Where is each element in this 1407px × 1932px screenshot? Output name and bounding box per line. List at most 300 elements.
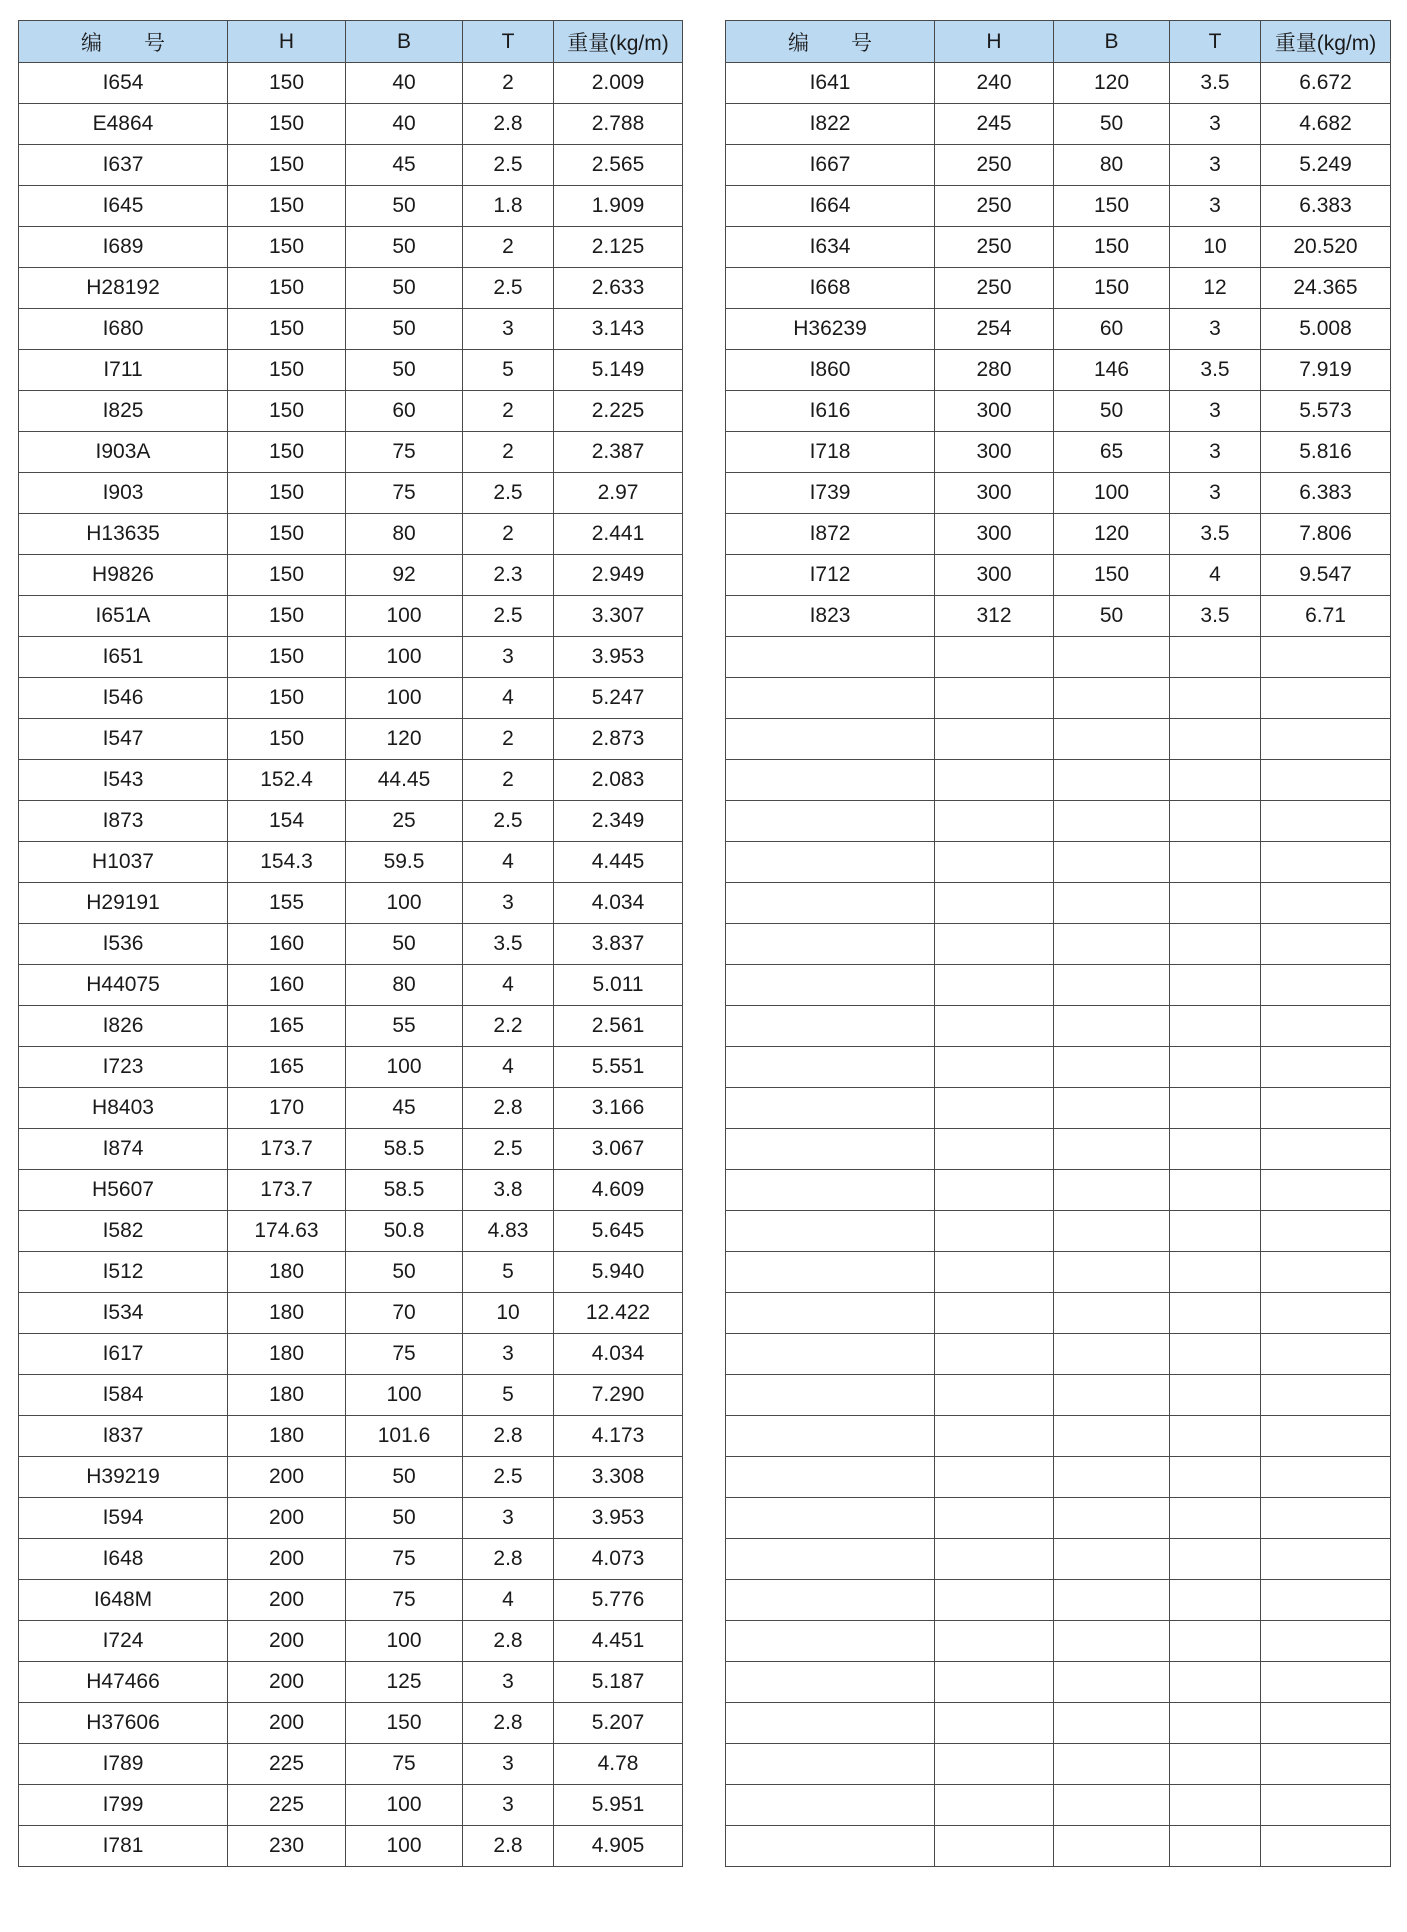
table-row [19, 1129, 683, 1170]
cell-weight: 6.383 [1261, 473, 1391, 514]
cell-h: 150 [228, 104, 346, 145]
cell-t: 5 [463, 350, 554, 391]
cell-code: I826 [19, 1006, 228, 1047]
cell-weight: 3.143 [554, 309, 683, 350]
header-row [726, 21, 1391, 63]
cell-b: 50 [346, 268, 463, 309]
empty-table-row [726, 1457, 1391, 1498]
cell-code: I546 [19, 678, 228, 719]
cell-weight: 9.547 [1261, 555, 1391, 596]
cell-b: 59.5 [346, 842, 463, 883]
table-row [19, 637, 683, 678]
cell-b: 40 [346, 104, 463, 145]
cell-h: 180 [228, 1416, 346, 1457]
table-row [726, 309, 1391, 350]
cell-h: 200 [228, 1539, 346, 1580]
cell-t: 4 [463, 965, 554, 1006]
cell-weight: 5.247 [554, 678, 683, 719]
cell-h [935, 965, 1054, 1006]
cell-weight: 3.067 [554, 1129, 683, 1170]
cell-b [1054, 1211, 1170, 1252]
cell-weight: 7.919 [1261, 350, 1391, 391]
cell-h: 160 [228, 965, 346, 1006]
cell-code: I594 [19, 1498, 228, 1539]
empty-table-row [726, 1088, 1391, 1129]
cell-code: I543 [19, 760, 228, 801]
cell-b [1054, 1006, 1170, 1047]
cell-b [1054, 1703, 1170, 1744]
cell-b: 100 [346, 596, 463, 637]
cell-t [1170, 1088, 1261, 1129]
cell-weight: 5.816 [1261, 432, 1391, 473]
cell-code: I668 [726, 268, 935, 309]
cell-t [1170, 1170, 1261, 1211]
cell-code [726, 883, 935, 924]
cell-weight: 5.551 [554, 1047, 683, 1088]
cell-h: 165 [228, 1006, 346, 1047]
cell-code: I651 [19, 637, 228, 678]
table-row [19, 1416, 683, 1457]
cell-b: 45 [346, 145, 463, 186]
cell-t: 2 [463, 63, 554, 104]
cell-t: 2.8 [463, 104, 554, 145]
cell-code: I664 [726, 186, 935, 227]
table-row [19, 1006, 683, 1047]
cell-code [726, 842, 935, 883]
cell-b: 150 [1054, 186, 1170, 227]
cell-t: 2 [463, 719, 554, 760]
cell-h: 225 [228, 1785, 346, 1826]
cell-h [935, 1539, 1054, 1580]
empty-table-row [726, 965, 1391, 1006]
cell-code: I547 [19, 719, 228, 760]
cell-code [726, 1088, 935, 1129]
cell-weight: 4.451 [554, 1621, 683, 1662]
cell-t: 3 [463, 1498, 554, 1539]
cell-code: I512 [19, 1252, 228, 1293]
cell-t: 2.5 [463, 1129, 554, 1170]
empty-table-row [726, 1047, 1391, 1088]
cell-b: 150 [1054, 268, 1170, 309]
cell-t: 3 [1170, 309, 1261, 350]
cell-weight: 2.349 [554, 801, 683, 842]
cell-weight: 24.365 [1261, 268, 1391, 309]
cell-t [1170, 1744, 1261, 1785]
cell-b: 120 [1054, 514, 1170, 555]
cell-h: 173.7 [228, 1129, 346, 1170]
cell-weight: 2.97 [554, 473, 683, 514]
cell-weight [1261, 965, 1391, 1006]
cell-h: 150 [228, 719, 346, 760]
table-row [19, 1744, 683, 1785]
cell-b: 120 [1054, 63, 1170, 104]
cell-h [935, 801, 1054, 842]
table-row [726, 596, 1391, 637]
cell-b: 50.8 [346, 1211, 463, 1252]
cell-h: 245 [935, 104, 1054, 145]
table-row [19, 1785, 683, 1826]
cell-weight: 5.951 [554, 1785, 683, 1826]
cell-weight: 3.837 [554, 924, 683, 965]
cell-b: 50 [346, 227, 463, 268]
table-row [19, 1211, 683, 1252]
cell-weight: 5.011 [554, 965, 683, 1006]
cell-b [1054, 719, 1170, 760]
cell-code: H36239 [726, 309, 935, 350]
table-row [19, 1375, 683, 1416]
cell-weight [1261, 719, 1391, 760]
cell-t: 3.5 [1170, 514, 1261, 555]
cell-b [1054, 1252, 1170, 1293]
table-row [19, 186, 683, 227]
cell-code: I837 [19, 1416, 228, 1457]
cell-code: H9826 [19, 555, 228, 596]
cell-t: 3.5 [463, 924, 554, 965]
table-row [726, 186, 1391, 227]
empty-table-row [726, 801, 1391, 842]
cell-h [935, 1621, 1054, 1662]
cell-t: 2.5 [463, 473, 554, 514]
cell-weight: 5.149 [554, 350, 683, 391]
cell-weight: 4.905 [554, 1826, 683, 1867]
cell-b [1054, 1129, 1170, 1170]
table-row [726, 104, 1391, 145]
empty-table-row [726, 1662, 1391, 1703]
cell-h: 154.3 [228, 842, 346, 883]
cell-h: 173.7 [228, 1170, 346, 1211]
cell-code [726, 637, 935, 678]
cell-t: 10 [1170, 227, 1261, 268]
cell-t: 2.8 [463, 1416, 554, 1457]
cell-h [935, 678, 1054, 719]
cell-weight [1261, 1539, 1391, 1580]
cell-b: 75 [346, 473, 463, 514]
cell-code [726, 1047, 935, 1088]
cell-h: 300 [935, 432, 1054, 473]
cell-code [726, 1785, 935, 1826]
cell-t: 2 [463, 514, 554, 555]
cell-weight: 3.308 [554, 1457, 683, 1498]
cell-h: 150 [228, 391, 346, 432]
cell-code: I648 [19, 1539, 228, 1580]
cell-b: 50 [1054, 104, 1170, 145]
header-code: 编 号 [19, 21, 228, 63]
cell-b: 65 [1054, 432, 1170, 473]
cell-b: 80 [1054, 145, 1170, 186]
cell-code: I872 [726, 514, 935, 555]
cell-h: 254 [935, 309, 1054, 350]
cell-code [726, 760, 935, 801]
cell-weight: 5.008 [1261, 309, 1391, 350]
cell-weight [1261, 1129, 1391, 1170]
cell-code: H29191 [19, 883, 228, 924]
cell-h: 150 [228, 268, 346, 309]
cell-weight: 3.166 [554, 1088, 683, 1129]
cell-code: H39219 [19, 1457, 228, 1498]
cell-b: 100 [346, 1375, 463, 1416]
cell-t [1170, 842, 1261, 883]
empty-table-row [726, 842, 1391, 883]
cell-weight: 1.909 [554, 186, 683, 227]
table-row [19, 1826, 683, 1867]
cell-t [1170, 719, 1261, 760]
cell-weight [1261, 1457, 1391, 1498]
cell-t: 2.8 [463, 1088, 554, 1129]
table-row [19, 842, 683, 883]
cell-h [935, 1293, 1054, 1334]
cell-h: 150 [228, 227, 346, 268]
cell-code: I584 [19, 1375, 228, 1416]
cell-weight [1261, 1293, 1391, 1334]
cell-code [726, 801, 935, 842]
cell-b: 50 [346, 1498, 463, 1539]
cell-b: 120 [346, 719, 463, 760]
cell-b: 25 [346, 801, 463, 842]
cell-h: 150 [228, 432, 346, 473]
table-row [19, 760, 683, 801]
cell-b: 70 [346, 1293, 463, 1334]
cell-weight: 3.953 [554, 1498, 683, 1539]
cell-code [726, 1621, 935, 1662]
cell-t: 12 [1170, 268, 1261, 309]
cell-code: I903 [19, 473, 228, 514]
cell-b [1054, 1170, 1170, 1211]
table-row [19, 883, 683, 924]
cell-weight: 2.387 [554, 432, 683, 473]
cell-weight [1261, 801, 1391, 842]
table-row [19, 473, 683, 514]
cell-weight: 4.034 [554, 883, 683, 924]
cell-b [1054, 1457, 1170, 1498]
cell-b [1054, 1088, 1170, 1129]
cell-t: 2 [463, 391, 554, 432]
cell-h: 200 [228, 1703, 346, 1744]
cell-code: I617 [19, 1334, 228, 1375]
cell-t: 3.5 [1170, 63, 1261, 104]
cell-code: I711 [19, 350, 228, 391]
cell-weight: 5.573 [1261, 391, 1391, 432]
table-row [19, 1047, 683, 1088]
cell-weight: 5.776 [554, 1580, 683, 1621]
header-h: H [228, 21, 346, 63]
cell-weight [1261, 1088, 1391, 1129]
empty-table-row [726, 1129, 1391, 1170]
cell-b [1054, 1744, 1170, 1785]
cell-weight: 6.672 [1261, 63, 1391, 104]
cell-b [1054, 1416, 1170, 1457]
cell-weight: 5.645 [554, 1211, 683, 1252]
cell-b: 75 [346, 1539, 463, 1580]
cell-weight [1261, 1416, 1391, 1457]
empty-table-row [726, 1621, 1391, 1662]
cell-b: 146 [1054, 350, 1170, 391]
cell-h: 150 [228, 63, 346, 104]
cell-weight: 5.207 [554, 1703, 683, 1744]
cell-h [935, 842, 1054, 883]
cell-t: 1.8 [463, 186, 554, 227]
cell-weight: 2.441 [554, 514, 683, 555]
cell-code: I648M [19, 1580, 228, 1621]
cell-h [935, 1252, 1054, 1293]
cell-b [1054, 924, 1170, 965]
cell-weight: 2.561 [554, 1006, 683, 1047]
cell-t [1170, 924, 1261, 965]
cell-weight: 5.940 [554, 1252, 683, 1293]
cell-t: 2.8 [463, 1621, 554, 1662]
cell-b [1054, 678, 1170, 719]
cell-h: 300 [935, 391, 1054, 432]
cell-h [935, 1047, 1054, 1088]
cell-h [935, 1129, 1054, 1170]
cell-b: 75 [346, 432, 463, 473]
cell-t: 3.8 [463, 1170, 554, 1211]
cell-code [726, 1170, 935, 1211]
table-row [19, 1703, 683, 1744]
cell-b: 100 [1054, 473, 1170, 514]
cell-weight [1261, 1170, 1391, 1211]
cell-weight [1261, 1662, 1391, 1703]
cell-code [726, 1416, 935, 1457]
cell-code [726, 1744, 935, 1785]
table-row [19, 391, 683, 432]
cell-code: I739 [726, 473, 935, 514]
cell-h: 200 [228, 1498, 346, 1539]
cell-h [935, 1334, 1054, 1375]
cell-code: I536 [19, 924, 228, 965]
cell-h [935, 1006, 1054, 1047]
cell-weight [1261, 1334, 1391, 1375]
cell-t [1170, 1498, 1261, 1539]
cell-t: 3 [463, 1334, 554, 1375]
cell-code: I654 [19, 63, 228, 104]
cell-t [1170, 1539, 1261, 1580]
cell-h [935, 1744, 1054, 1785]
cell-code: I616 [726, 391, 935, 432]
cell-code: E4864 [19, 104, 228, 145]
cell-h [935, 1375, 1054, 1416]
cell-weight: 2.949 [554, 555, 683, 596]
cell-code [726, 1826, 935, 1867]
cell-b: 150 [346, 1703, 463, 1744]
cell-b: 100 [346, 678, 463, 719]
cell-weight [1261, 1785, 1391, 1826]
cell-h: 200 [228, 1662, 346, 1703]
table-row [726, 268, 1391, 309]
cell-h: 200 [228, 1621, 346, 1662]
cell-t: 2.5 [463, 268, 554, 309]
cell-weight: 6.71 [1261, 596, 1391, 637]
cell-weight [1261, 883, 1391, 924]
cell-h: 150 [228, 596, 346, 637]
cell-b: 100 [346, 1047, 463, 1088]
cell-t [1170, 1334, 1261, 1375]
cell-t: 3.5 [1170, 350, 1261, 391]
cell-code [726, 1006, 935, 1047]
cell-h: 160 [228, 924, 346, 965]
header-h: H [935, 21, 1054, 63]
cell-h: 170 [228, 1088, 346, 1129]
cell-h [935, 719, 1054, 760]
cell-t [1170, 1047, 1261, 1088]
table-row [726, 145, 1391, 186]
cell-h [935, 637, 1054, 678]
cell-b: 75 [346, 1744, 463, 1785]
cell-weight: 7.290 [554, 1375, 683, 1416]
cell-b [1054, 1375, 1170, 1416]
cell-code: I712 [726, 555, 935, 596]
cell-weight: 4.073 [554, 1539, 683, 1580]
cell-code: I718 [726, 432, 935, 473]
cell-t [1170, 1785, 1261, 1826]
cell-h: 300 [935, 555, 1054, 596]
cell-weight: 2.633 [554, 268, 683, 309]
cell-h: 250 [935, 268, 1054, 309]
cell-t: 3 [463, 1785, 554, 1826]
cell-b: 60 [346, 391, 463, 432]
cell-weight [1261, 1580, 1391, 1621]
cell-t: 2 [463, 432, 554, 473]
table-row [19, 1498, 683, 1539]
cell-code: I823 [726, 596, 935, 637]
empty-table-row [726, 1252, 1391, 1293]
cell-b: 150 [1054, 555, 1170, 596]
cell-t [1170, 1252, 1261, 1293]
cell-b: 100 [346, 1785, 463, 1826]
cell-t [1170, 1457, 1261, 1498]
cell-h: 152.4 [228, 760, 346, 801]
cell-weight: 4.034 [554, 1334, 683, 1375]
cell-weight: 2.009 [554, 63, 683, 104]
table-row [19, 678, 683, 719]
table-row [726, 514, 1391, 555]
cell-t [1170, 760, 1261, 801]
cell-code [726, 965, 935, 1006]
cell-weight [1261, 1621, 1391, 1662]
cell-h: 250 [935, 145, 1054, 186]
empty-table-row [726, 637, 1391, 678]
empty-table-row [726, 1006, 1391, 1047]
cell-t: 4 [463, 842, 554, 883]
cell-code: I680 [19, 309, 228, 350]
empty-table-row [726, 719, 1391, 760]
spec-table-left [18, 20, 683, 1867]
cell-t [1170, 965, 1261, 1006]
cell-h: 200 [228, 1580, 346, 1621]
header-weight: 重量(kg/m) [554, 21, 683, 63]
empty-table-row [726, 1744, 1391, 1785]
cell-b [1054, 1334, 1170, 1375]
cell-weight [1261, 1826, 1391, 1867]
cell-code [726, 719, 935, 760]
cell-t: 10 [463, 1293, 554, 1334]
cell-t: 2.5 [463, 801, 554, 842]
cell-weight: 4.682 [1261, 104, 1391, 145]
cell-code: I781 [19, 1826, 228, 1867]
cell-h [935, 1498, 1054, 1539]
cell-weight [1261, 760, 1391, 801]
cell-t: 3 [1170, 186, 1261, 227]
cell-code [726, 1375, 935, 1416]
cell-b: 50 [1054, 391, 1170, 432]
cell-code: I667 [726, 145, 935, 186]
empty-table-row [726, 1375, 1391, 1416]
empty-table-row [726, 760, 1391, 801]
table-row [19, 145, 683, 186]
table-row [19, 801, 683, 842]
table-row [726, 63, 1391, 104]
cell-b: 58.5 [346, 1170, 463, 1211]
table-row [726, 473, 1391, 514]
